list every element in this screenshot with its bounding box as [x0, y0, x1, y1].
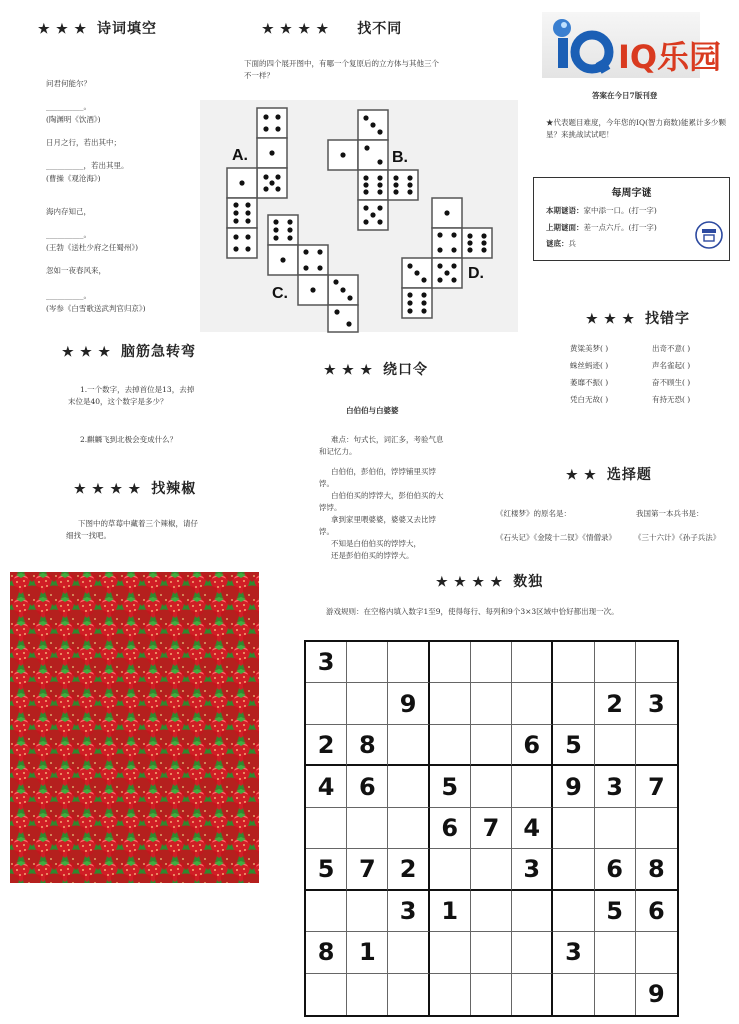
sudoku-cell[interactable]: 3: [595, 766, 636, 807]
difficulty-stars: ★ ★ ★: [324, 363, 374, 378]
sudoku-cell[interactable]: [430, 725, 471, 766]
sudoku-cell[interactable]: 2: [388, 849, 429, 890]
sudoku-cell[interactable]: 2: [595, 683, 636, 724]
sudoku-cell[interactable]: [595, 725, 636, 766]
tongue-line: 还是彭伯伯买的饽饽大。: [331, 551, 414, 560]
sudoku-cell[interactable]: 7: [347, 849, 388, 890]
sudoku-cell[interactable]: 9: [553, 766, 594, 807]
tongue-note: 难点：句式长，词汇多，考验气息和记忆力。: [319, 435, 444, 456]
sudoku-cell[interactable]: 4: [306, 766, 347, 807]
sudoku-cell[interactable]: [388, 932, 429, 973]
sudoku-cell[interactable]: 3: [306, 642, 347, 683]
sudoku-cell[interactable]: [512, 642, 553, 683]
poem-line: 海内存知己，: [46, 207, 91, 216]
net-label-b: B.: [392, 149, 408, 166]
riddle-last-week: 上期谜面：差一点六斤。(打一字): [546, 223, 657, 232]
sudoku-grid: [304, 640, 679, 1017]
net-label-d: D.: [468, 265, 484, 282]
wrong-heading: [586, 308, 690, 328]
sudoku-cell[interactable]: [388, 808, 429, 849]
choice-question-2: 我国第一本兵书是：: [636, 509, 704, 518]
sudoku-cell[interactable]: 6: [347, 766, 388, 807]
wrong-char-list: [570, 343, 730, 411]
sudoku-cell[interactable]: 6: [430, 808, 471, 849]
sudoku-cell[interactable]: 5: [430, 766, 471, 807]
sudoku-cell[interactable]: [306, 891, 347, 932]
sudoku-cell[interactable]: [430, 849, 471, 890]
sudoku-cell[interactable]: [430, 642, 471, 683]
diff-description: 下面的四个展开图中，有哪一个复原后的立方体与其他三个不一样？: [244, 59, 439, 80]
tongue-body: [319, 466, 445, 562]
poem-blank: __________，若出其里。: [46, 161, 129, 170]
sudoku-cell[interactable]: [636, 808, 677, 849]
sudoku-cell[interactable]: [553, 808, 594, 849]
poem-heading: [38, 18, 157, 38]
difficulty-stars: ★ ★ ★ ★: [436, 575, 504, 590]
brain-question-1: 1.一个数字，去掉首位是13，去掉末位是40，这个数字是多少？: [68, 385, 195, 406]
sudoku-cell[interactable]: [347, 642, 388, 683]
tongue-line: 白伯伯买的饽饽大，彭伯伯买的大饽饽。: [319, 491, 444, 512]
sudoku-cell[interactable]: [306, 974, 347, 1015]
sudoku-cell[interactable]: 8: [306, 932, 347, 973]
list-item: 黄粱美梦( ) 出奇不意( ): [570, 344, 691, 353]
sudoku-cell[interactable]: [512, 974, 553, 1015]
sudoku-cell[interactable]: [471, 683, 512, 724]
sudoku-cell[interactable]: [430, 932, 471, 973]
net-label-c: C.: [272, 285, 288, 302]
choice-options-1: 《石头记》《金陵十二钗》《情僧录》: [496, 533, 616, 542]
sudoku-cell[interactable]: [471, 974, 512, 1015]
sudoku-cell[interactable]: 5: [595, 891, 636, 932]
difficulty-stars: ★ ★ ★: [38, 22, 88, 37]
brain-heading: [62, 341, 196, 361]
choice-options-2: 《三十六计》《孙子兵法》: [634, 533, 721, 542]
choice-heading: [566, 464, 652, 484]
poem-line: 忽如一夜春风来，: [46, 266, 106, 275]
section-title: 找辣椒: [151, 481, 197, 497]
sudoku-cell[interactable]: [306, 808, 347, 849]
tongue-heading: [324, 359, 428, 379]
section-title: 脑筋急转弯: [121, 344, 197, 360]
sudoku-cell[interactable]: [471, 932, 512, 973]
sudoku-cell[interactable]: 7: [471, 808, 512, 849]
pepper-heading: [74, 478, 196, 498]
section-title: 数独: [513, 574, 544, 590]
poem-source: (王勃《送杜少府之任蜀州》): [46, 243, 139, 252]
sudoku-cell[interactable]: [595, 932, 636, 973]
section-title: 绕口令: [383, 362, 429, 378]
sudoku-rules: 游戏规则：在空格内填入数字1至9，使得每行、每列和9个3×3区域中恰好都出现一次。: [326, 607, 619, 616]
diff-heading: [262, 18, 402, 38]
choice-question-1: 《红楼梦》的原名是：: [496, 509, 571, 518]
poem-blanks: [46, 78, 216, 316]
difficulty-stars: ★ ★ ★: [62, 345, 112, 360]
poem-blank: __________。: [46, 102, 91, 111]
sudoku-cell[interactable]: 3: [636, 683, 677, 724]
sudoku-cell[interactable]: 5: [306, 849, 347, 890]
sudoku-cell[interactable]: [471, 766, 512, 807]
sudoku-cell[interactable]: 4: [512, 808, 553, 849]
sudoku-cell[interactable]: 1: [347, 932, 388, 973]
sudoku-cell[interactable]: 5: [553, 725, 594, 766]
list-item: 凭白无故( ) 有持无恐( ): [570, 395, 691, 404]
sudoku-cell[interactable]: [595, 642, 636, 683]
sudoku-cell[interactable]: [388, 725, 429, 766]
sudoku-cell[interactable]: [306, 683, 347, 724]
list-item: 萎靡不振( ) 奋不顾生( ): [570, 378, 691, 387]
sudoku-cell[interactable]: 1: [430, 891, 471, 932]
sudoku-cell[interactable]: 9: [648, 980, 665, 1009]
sudoku-cell[interactable]: 8: [636, 849, 677, 890]
sudoku-cell[interactable]: [471, 891, 512, 932]
sudoku-cell[interactable]: [553, 849, 594, 890]
sudoku-cell[interactable]: 7: [636, 766, 677, 807]
sudoku-cell[interactable]: [512, 683, 553, 724]
tongue-line: 不知是白伯伯买的饽饽大，: [331, 539, 421, 548]
sudoku-cell[interactable]: [388, 766, 429, 807]
difficulty-intro: ★代表题目难度，今年您的IQ(智力商数)能累计多少颗星？来挑战试试吧！: [546, 118, 726, 139]
tongue-line: 拿到家里喂婆婆，婆婆又去比饽饽。: [319, 515, 436, 536]
net-label-a: A.: [232, 147, 248, 164]
difficulty-stars: ★ ★ ★ ★: [262, 22, 330, 37]
sudoku-cell[interactable]: [595, 974, 636, 1015]
poem-blank: __________。: [46, 230, 91, 239]
sudoku-cell[interactable]: [553, 891, 594, 932]
sudoku-cell[interactable]: [388, 974, 429, 1015]
iq-park-logo: [542, 12, 722, 78]
sudoku-cell[interactable]: [636, 932, 677, 973]
answer-note: 答案在今日7版刊登: [592, 91, 658, 100]
sudoku-cell[interactable]: 2: [306, 725, 347, 766]
sudoku-cell[interactable]: [595, 808, 636, 849]
riddle-title: 每周字谜: [611, 188, 652, 199]
sudoku-cell[interactable]: [430, 683, 471, 724]
seal-icon: [694, 220, 724, 250]
sudoku-cell[interactable]: [553, 974, 594, 1015]
poem-source: (岑参《白雪歌送武判官归京》): [46, 304, 146, 313]
sudoku-cell[interactable]: 3: [553, 932, 594, 973]
weekly-riddle-box: [533, 177, 730, 261]
sudoku-cell[interactable]: [347, 891, 388, 932]
sudoku-cell[interactable]: [347, 974, 388, 1015]
sudoku-cell[interactable]: 6: [512, 725, 553, 766]
poem-source: (陶渊明《饮酒》): [46, 115, 101, 124]
sudoku-cell[interactable]: [512, 932, 553, 973]
sudoku-cell[interactable]: 6: [595, 849, 636, 890]
dice-nets-figure: [200, 100, 518, 332]
section-title: 找不同: [357, 21, 403, 37]
poem-blank: __________。: [46, 291, 91, 300]
riddle-answer: 谜底：兵: [546, 239, 576, 248]
logo-text: IQ乐园: [618, 38, 722, 76]
sudoku-cell[interactable]: [347, 808, 388, 849]
sudoku-cell[interactable]: [471, 725, 512, 766]
sudoku-cell[interactable]: 3: [388, 891, 429, 932]
sudoku-cell[interactable]: [471, 642, 512, 683]
sudoku-cell[interactable]: 3: [512, 849, 553, 890]
section-title: 选择题: [606, 467, 652, 483]
sudoku-cell[interactable]: [388, 642, 429, 683]
sudoku-cell[interactable]: [553, 642, 594, 683]
brain-question-2: 2.麒麟飞到北极会变成什么？: [80, 435, 178, 444]
sudoku-cell[interactable]: 8: [347, 725, 388, 766]
tongue-line: 白伯伯，彭伯伯，饽饽铺里买饽饽。: [319, 467, 436, 488]
sudoku-cell[interactable]: [636, 725, 677, 766]
sudoku-cell[interactable]: [512, 766, 553, 807]
strawberry-puzzle-image: [10, 572, 259, 883]
sudoku-cell[interactable]: 6: [636, 891, 677, 932]
section-title: 找错字: [645, 311, 691, 327]
sudoku-cell[interactable]: [512, 891, 553, 932]
poem-source: (曹操《观沧海》): [46, 174, 101, 183]
sudoku-cell[interactable]: 9: [388, 683, 429, 724]
sudoku-heading: [436, 571, 543, 591]
difficulty-stars: ★ ★ ★: [586, 312, 636, 327]
riddle-this-week: 本期谜语：家中添一口。(打一字): [546, 206, 657, 215]
sudoku-cell[interactable]: [471, 849, 512, 890]
poem-line: 日月之行，若出其中；: [46, 138, 121, 147]
sudoku-cell[interactable]: [636, 642, 677, 683]
sudoku-cell[interactable]: [347, 683, 388, 724]
tongue-subtitle: 白伯伯与白婆婆: [346, 406, 399, 415]
difficulty-stars: ★ ★ ★ ★: [74, 482, 142, 497]
sudoku-cell[interactable]: [553, 683, 594, 724]
difficulty-stars: ★ ★: [566, 468, 597, 483]
sudoku-cell[interactable]: [430, 974, 471, 1015]
pepper-description: 下图中的草莓中藏着三个辣椒，请仔细找一找吧。: [66, 519, 198, 540]
list-item: 蛛丝蚂迹( ) 声名雀起( ): [570, 361, 691, 370]
poem-line: 问君何能尔？: [46, 79, 91, 88]
section-title: 诗词填空: [97, 21, 158, 37]
